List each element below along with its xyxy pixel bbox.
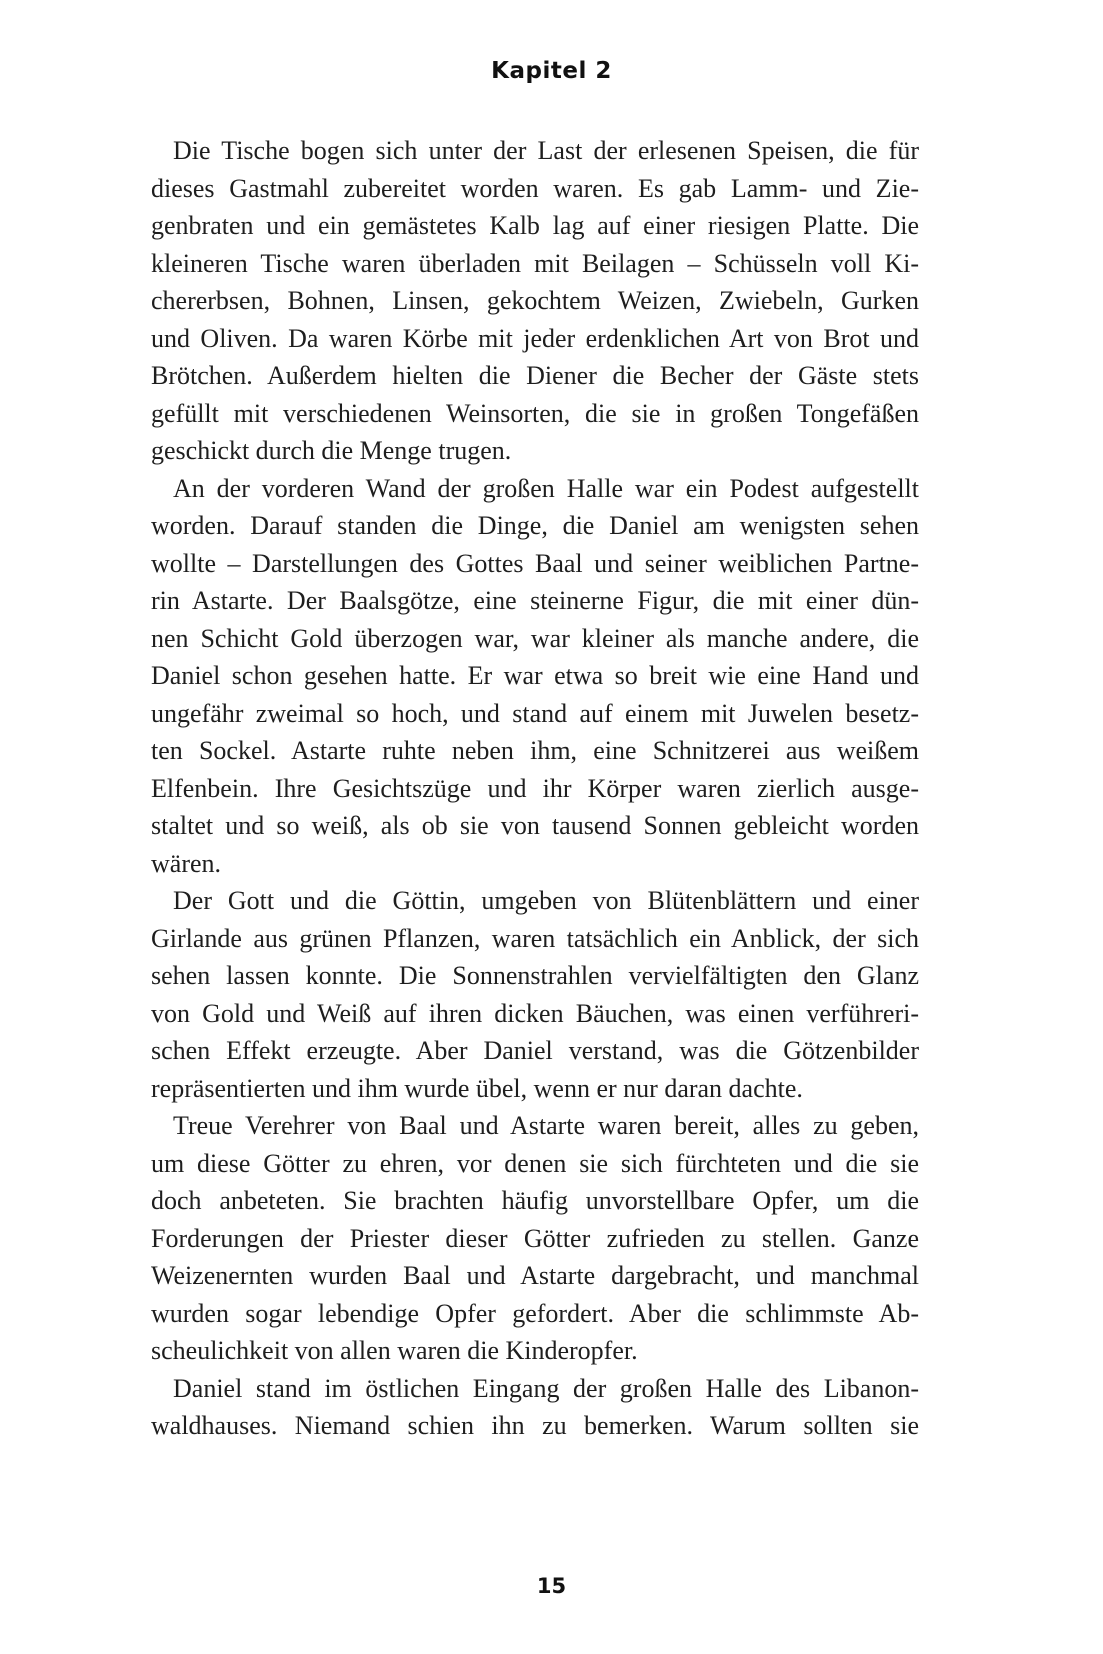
- text-line: Daniel stand im östlichen Eingang der großen Halle des Libanon-: [173, 1373, 919, 1403]
- text-line: Die Tische bogen sich unter der Last der erlesenen Speisen, die für: [173, 136, 919, 165]
- text-line: von Gold und Weiß auf ihren dicken Bäuchen, was einen verführeri-: [151, 998, 919, 1028]
- text-line: schen Effekt erzeugte. Aber Daniel verstand, was die Götzenbilder: [151, 1036, 919, 1065]
- text-line: wären.: [151, 848, 222, 878]
- text-line: An der vorderen Wand der großen Halle war ein Podest aufgestellt: [173, 473, 919, 503]
- text-line: Treue Verehrer von Baal und Astarte waren bereit, alles zu geben,: [173, 1111, 919, 1140]
- text-line: Forderungen der Priester dieser Götter zufrieden zu stellen. Ganze: [151, 1223, 919, 1253]
- text-line: Elfenbein. Ihre Gesichtszüge und ihr Körper waren zierlich ausge-: [151, 773, 919, 803]
- page-number: 15: [536, 1574, 567, 1598]
- paragraph: [151, 1370, 919, 1445]
- text-line: nen Schicht Gold überzogen war, war kleiner als manche andere, die: [151, 623, 919, 653]
- text-line: scheulichkeit von allen waren die Kinderopfer.: [151, 1336, 638, 1365]
- text-line: Weizenernten wurden Baal und Astarte dargebracht, und manchmal: [151, 1261, 919, 1290]
- paragraph: [151, 882, 919, 1107]
- text-line: wollte – Darstellungen des Gottes Baal und seiner weiblichen Partne-: [151, 548, 919, 578]
- text-line: geschickt durch die Menge trugen.: [151, 436, 512, 465]
- text-line: um diese Götter zu ehren, vor denen sie sich fürchteten und die sie: [151, 1148, 919, 1178]
- text-line: und Oliven. Da waren Körbe mit jeder erdenklichen Art von Brot und: [151, 323, 919, 353]
- text-line: staltet und so weiß, als ob sie von tausend Sonnen gebleicht worden: [151, 811, 919, 840]
- text-line: worden. Darauf standen die Dinge, die Daniel am wenigsten sehen: [151, 511, 919, 540]
- paragraph: [151, 1107, 919, 1370]
- text-line: dieses Gastmahl zubereitet worden waren. Es gab Lamm- und Zie-: [151, 173, 919, 203]
- text-line: repräsentierten und ihm wurde übel, wenn er nur daran dachte.: [151, 1073, 803, 1103]
- text-line: doch anbeteten. Sie brachten häufig unvorstellbare Opfer, um die: [151, 1186, 919, 1215]
- text-line: kleineren Tische waren überladen mit Beilagen – Schüsseln voll Ki-: [151, 248, 919, 278]
- text-line: genbraten und ein gemästetes Kalb lag auf einer riesigen Platte. Die: [151, 211, 919, 240]
- text-line: sehen lassen konnte. Die Sonnenstrahlen vervielfältigten den Glanz: [151, 961, 919, 990]
- text-line: ten Sockel. Astarte ruhte neben ihm, eine Schnitzerei aus weißem: [151, 736, 919, 765]
- text-line: Girlande aus grünen Pflanzen, waren tatsächlich ein Anblick, der sich: [151, 923, 919, 953]
- running-head: Kapitel 2: [491, 58, 612, 84]
- text-line: Der Gott und die Göttin, umgeben von Blütenblättern und einer: [173, 886, 919, 915]
- text-line: gefüllt mit verschiedenen Weinsorten, die sie in großen Tongefäßen: [151, 398, 919, 428]
- body-text: [151, 132, 919, 1445]
- text-line: rin Astarte. Der Baalsgötze, eine steinerne Figur, die mit einer dün-: [151, 586, 919, 615]
- paragraph: [151, 470, 919, 883]
- text-line: Daniel schon gesehen hatte. Er war etwa so breit wie eine Hand und: [151, 661, 919, 690]
- text-line: ungefähr zweimal so hoch, und stand auf einem mit Juwelen besetz-: [151, 698, 919, 728]
- text-line: Brötchen. Außerdem hielten die Diener die Becher der Gäste stets: [151, 361, 919, 390]
- text-line: chererbsen, Bohnen, Linsen, gekochtem Weizen, Zwiebeln, Gurken: [151, 286, 919, 315]
- text-line: wurden sogar lebendige Opfer gefordert. Aber die schlimmste Ab-: [151, 1298, 919, 1328]
- text-line: waldhauses. Niemand schien ihn zu bemerken. Warum sollten sie: [151, 1411, 919, 1440]
- paragraph: [151, 132, 919, 470]
